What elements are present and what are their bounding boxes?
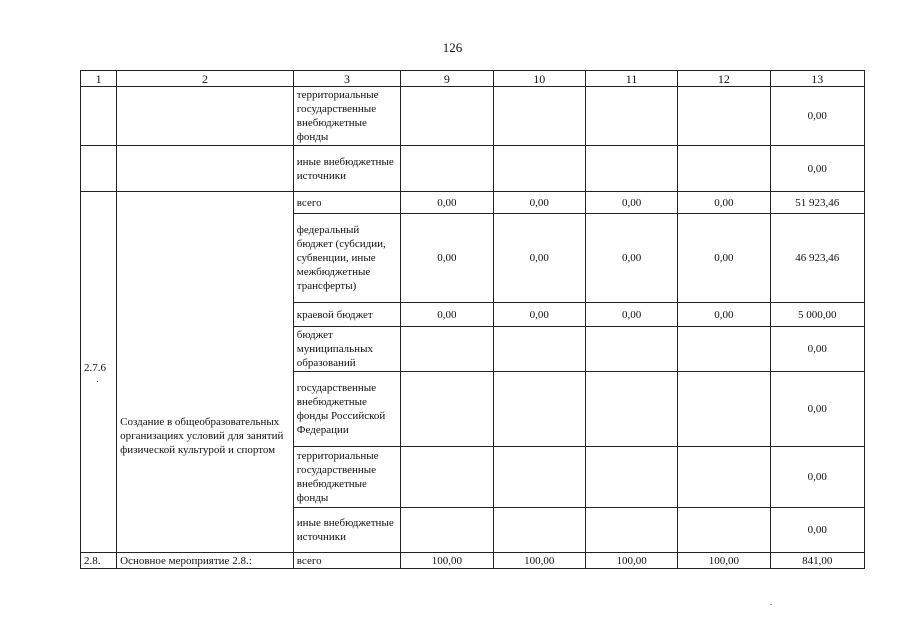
value-col-9 xyxy=(401,508,493,553)
row-name: Основное мероприятие 2.8.: xyxy=(117,553,294,569)
value-col-11: 0,00 xyxy=(585,214,677,303)
value-col-13: 0,00 xyxy=(770,327,864,372)
scan-speck xyxy=(770,604,772,605)
value-col-10 xyxy=(493,508,585,553)
name-cell xyxy=(117,146,294,192)
table-row xyxy=(81,553,865,569)
value-col-10: 0,00 xyxy=(493,303,585,327)
value-col-12 xyxy=(678,508,770,553)
row-code-cell xyxy=(81,192,117,553)
source-cell: иные внебюджетные источники xyxy=(293,508,400,553)
value-col-11 xyxy=(585,327,677,372)
value-col-10 xyxy=(493,87,585,146)
value-col-11 xyxy=(585,146,677,192)
value-col-12 xyxy=(678,447,770,508)
value-col-9 xyxy=(401,372,493,447)
value-col-11 xyxy=(585,508,677,553)
header-col-2: 2 xyxy=(117,71,294,87)
value-col-9 xyxy=(401,87,493,146)
value-col-12 xyxy=(678,87,770,146)
header-row xyxy=(81,71,865,87)
code-cell xyxy=(81,87,117,146)
value-col-12: 0,00 xyxy=(678,214,770,303)
code-cell xyxy=(81,146,117,192)
value-col-9 xyxy=(401,146,493,192)
value-col-9 xyxy=(401,447,493,508)
value-col-11: 0,00 xyxy=(585,192,677,214)
page-number: 126 xyxy=(442,40,463,55)
header-col-11: 11 xyxy=(585,71,677,87)
value-col-9: 100,00 xyxy=(401,553,493,569)
value-col-13: 51 923,46 xyxy=(770,192,864,214)
header-col-1: 1 xyxy=(81,71,117,87)
row-code: 2.8. xyxy=(81,553,117,569)
value-col-10 xyxy=(493,327,585,372)
header-col-12: 12 xyxy=(678,71,770,87)
source-cell: территориальные государственные внебюджетные фонды xyxy=(293,447,400,508)
header-col-9: 9 xyxy=(401,71,493,87)
table-row xyxy=(81,192,865,214)
value-col-10: 0,00 xyxy=(493,214,585,303)
value-col-9: 0,00 xyxy=(401,192,493,214)
value-col-10: 100,00 xyxy=(493,553,585,569)
value-col-12: 100,00 xyxy=(678,553,770,569)
value-col-12: 0,00 xyxy=(678,303,770,327)
row-name: Создание в общеобразовательных организациях условий для занятий физической культурой и спортом xyxy=(120,416,284,456)
value-col-10 xyxy=(493,146,585,192)
value-col-13: 0,00 xyxy=(770,372,864,447)
name-cell xyxy=(117,87,294,146)
source-cell: всего xyxy=(293,192,400,214)
row-name-cell xyxy=(117,192,294,553)
source-cell: всего xyxy=(293,553,400,569)
header-col-10: 10 xyxy=(493,71,585,87)
row-code-dot: . xyxy=(96,373,99,385)
value-col-11: 100,00 xyxy=(585,553,677,569)
value-col-9: 0,00 xyxy=(401,214,493,303)
value-col-9: 0,00 xyxy=(401,303,493,327)
value-col-10 xyxy=(493,447,585,508)
table-row xyxy=(81,146,865,192)
value-col-12 xyxy=(678,146,770,192)
budget-table xyxy=(80,70,865,569)
value-col-12: 0,00 xyxy=(678,192,770,214)
value-col-13: 0,00 xyxy=(770,146,864,192)
value-col-13: 0,00 xyxy=(770,447,864,508)
value-col-10: 0,00 xyxy=(493,192,585,214)
table-row xyxy=(81,87,865,146)
value-col-11 xyxy=(585,87,677,146)
source-cell: бюджет муниципальных образований xyxy=(293,327,400,372)
value-col-13: 46 923,46 xyxy=(770,214,864,303)
value-col-13: 841,00 xyxy=(770,553,864,569)
row-code: 2.7.6 xyxy=(84,362,106,374)
value-col-13: 0,00 xyxy=(770,508,864,553)
source-cell: краевой бюджет xyxy=(293,303,400,327)
source-cell: федеральный бюджет (субсидии, субвенции, иные межбюджетные трансферты) xyxy=(293,214,400,303)
value-col-11 xyxy=(585,447,677,508)
value-col-12 xyxy=(678,372,770,447)
value-col-9 xyxy=(401,327,493,372)
value-col-10 xyxy=(493,372,585,447)
source-cell: территориальные государственные внебюджетные фонды xyxy=(293,87,400,146)
header-col-3: 3 xyxy=(293,71,400,87)
source-cell: иные внебюджетные источники xyxy=(293,146,400,192)
value-col-13: 0,00 xyxy=(770,87,864,146)
value-col-11 xyxy=(585,372,677,447)
value-col-12 xyxy=(678,327,770,372)
value-col-13: 5 000,00 xyxy=(770,303,864,327)
source-cell: государственные внебюджетные фонды Российской Федерации xyxy=(293,372,400,447)
value-col-11: 0,00 xyxy=(585,303,677,327)
header-col-13: 13 xyxy=(770,71,864,87)
